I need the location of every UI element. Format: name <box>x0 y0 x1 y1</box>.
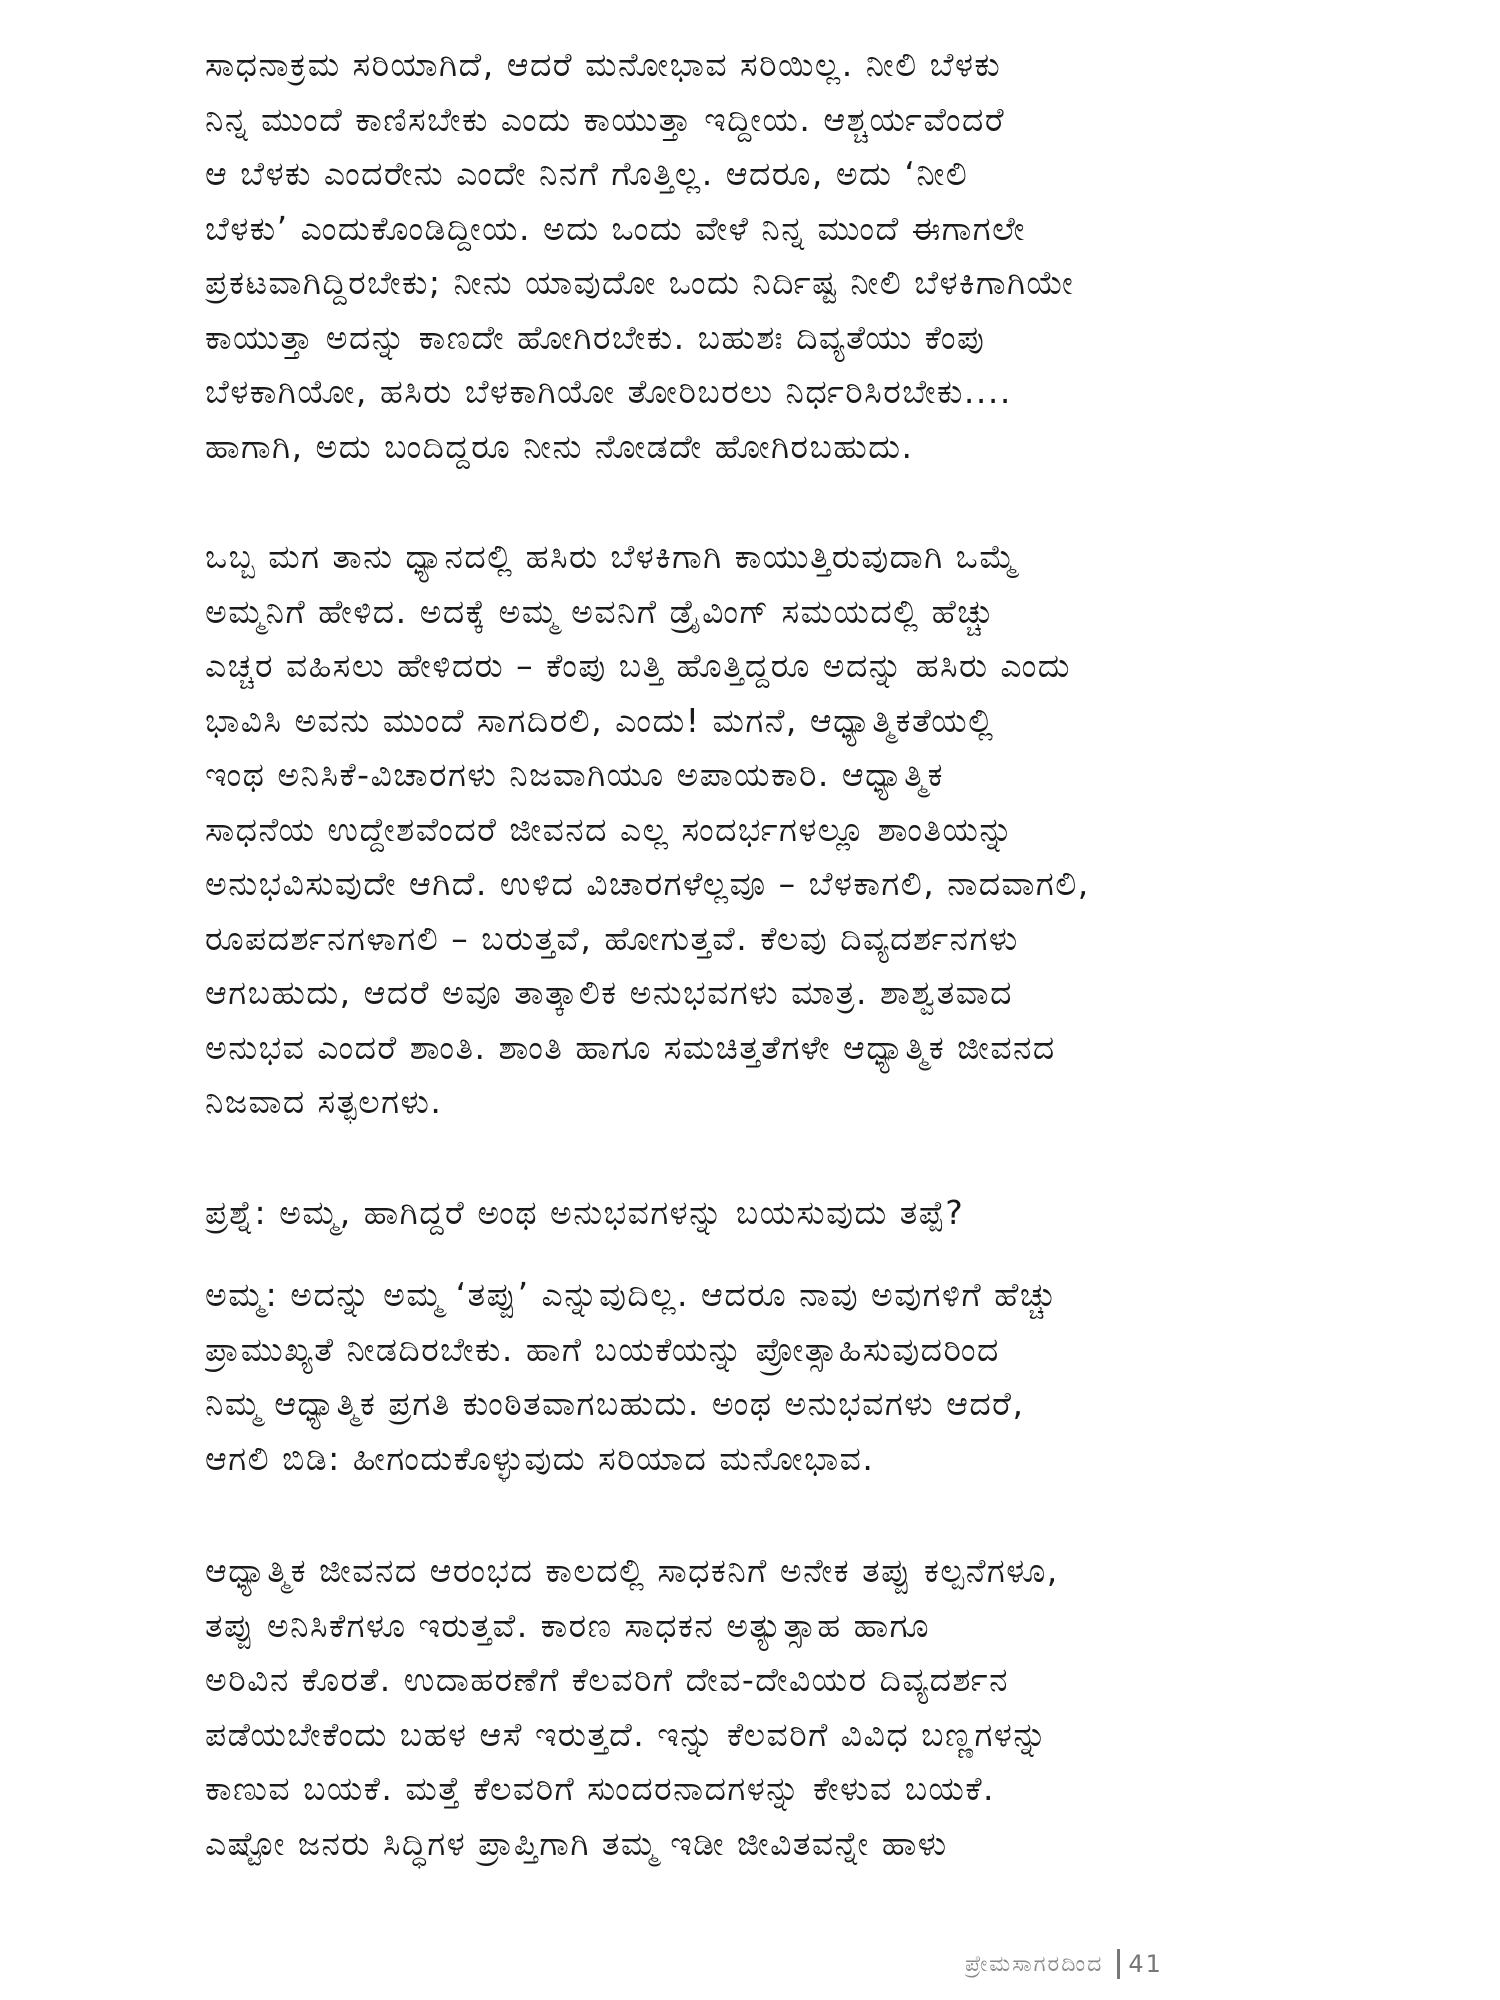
text-line: ಅನುಭವ ಎಂದರೆ ಶಾಂತಿ. ಶಾಂತಿ ಹಾಗೂ ಸಮಚಿತ್ತತೆಗಳೇ ಆಧ್ಯಾತ್ಮಿಕ ಜೀವನದ <box>205 1027 1056 1067</box>
paragraph-1 <box>205 38 1305 474</box>
text-line: ಅನುಭವಿಸುವುದೇ ಆಗಿದೆ. ಉಳಿದ ವಿಚಾರಗಳೆಲ್ಲವೂ – ಬೆಳಕಾಗಲಿ, ನಾದವಾಗಲಿ, <box>205 864 1090 903</box>
footer-divider <box>1117 1949 1120 1979</box>
page-footer <box>965 1944 1163 1984</box>
text-line: ಅಮ್ಮನಿಗೆ ಹೇಳಿದ. ಅದಕ್ಕೆ ಅಮ್ಮ ಅವನಿಗೆ ಡ್ರೈವಿಂಗ್ ಸಮಯದಲ್ಲಿ ಹೆಚ್ಚು <box>205 591 996 631</box>
text-line: ನಿಜವಾದ ಸತ್ಫಲಗಳು. <box>205 1082 443 1121</box>
text-line: ಹಾಗಾಗಿ, ಅದು ಬಂದಿದ್ದರೂ ನೀನು ನೋಡದೇ ಹೋಗಿರಬಹುದು. <box>205 426 914 466</box>
text-line: ನಿನ್ನ ಮುಂದೆ ಕಾಣಿಸಬೇಕು ಎಂದು ಕಾಯುತ್ತಾ ಇದ್ದೀಯ. ಆಶ್ಚರ್ಯವೆಂದರೆ <box>205 99 1006 139</box>
text-line: ತಪ್ಪು ಅನಿಸಿಕೆಗಳೂ ಇರುತ್ತವೆ. ಕಾರಣ ಸಾಧಕನ ಅತ್ಯುತ್ಸಾಹ ಹಾಗೂ <box>205 1605 931 1645</box>
text-line: ಎಷ್ಟೋ ಜನರು ಸಿದ್ಧಿಗಳ ಪ್ರಾಪ್ತಿಗಾಗಿ ತಮ್ಮ ಇಡೀ ಜೀವಿತವನ್ನೇ ಹಾಳು <box>205 1823 948 1863</box>
running-book-title: ಪ್ರೇಮಸಾಗರದಿಂದ <box>965 1951 1104 1977</box>
text-line: ಆಗಲಿ ಬಿಡಿ: ಹೀಗಂದುಕೊಳ್ಳುವುದು ಸರಿಯಾದ ಮನೋಭಾವ. <box>205 1438 875 1478</box>
text-line: ಪ್ರಕಟವಾಗಿದ್ದಿರಬೇಕು; ನೀನು ಯಾವುದೋ ಒಂದು ನಿರ್ದಿಷ್ಟ ನೀಲಿ ಬೆಳಕಿಗಾಗಿಯೇ <box>205 263 1075 302</box>
text-line: ಪ್ರಶ್ನೆ: ಅಮ್ಮ, ಹಾಗಿದ್ದರೆ ಅಂಥ ಅನುಭವಗಳನ್ನು ಬಯಸುವುದು ತಪ್ಪೆ? <box>205 1193 965 1232</box>
text-line: ಒಬ್ಬ ಮಗ ತಾನು ಧ್ಯಾನದಲ್ಲಿ ಹಸಿರು ಬೆಳಕಿಗಾಗಿ ಕಾಯುತ್ತಿರುವುದಾಗಿ ಒಮ್ಮೆ <box>205 537 1019 576</box>
text-line: ಪ್ರಾಮುಖ್ಯತೆ ನೀಡದಿರಬೇಕು. ಹಾಗೆ ಬಯಕೆಯನ್ನು ಪ್ರೋತ್ಸಾಹಿಸುವುದರಿಂದ <box>205 1329 1000 1369</box>
text-line: ಆಗಬಹುದು, ಆದರೆ ಅವೂ ತಾತ್ಕಾಲಿಕ ಅನುಭವಗಳು ಮಾತ್ರ. ಶಾಶ್ವತವಾದ <box>205 973 1013 1012</box>
text-line: ನಿಮ್ಮ ಆಧ್ಯಾತ್ಮಿಕ ಪ್ರಗತಿ ಕುಂಠಿತವಾಗಬಹುದು. ಅಂಥ ಅನುಭವಗಳು ಆದರೆ, <box>205 1384 1025 1423</box>
text-line: ರೂಪದರ್ಶನಗಳಾಗಲಿ – ಬರುತ್ತವೆ, ಹೋಗುತ್ತವೆ. ಕೆಲವು ದಿವ್ಯದರ್ಶನಗಳು <box>205 918 1019 958</box>
text-line: ಬೆಳಕು’ ಎಂದುಕೊಂಡಿದ್ದೀಯ. ಅದು ಒಂದು ವೇಳೆ ನಿನ್ನ ಮುಂದೆ ಈಗಾಗಲೇ <box>205 208 1026 248</box>
paragraph-2 <box>205 530 1305 1130</box>
text-line: ಅಮ್ಮ: ಅದನ್ನು ಅಮ್ಮ ‘ತಪ್ಪು’ ಎನ್ನುವುದಿಲ್ಲ. ಆದರೂ ನಾವು ಅವುಗಳಿಗೆ ಹೆಚ್ಚು <box>205 1275 1058 1314</box>
text-line: ಎಚ್ಚರ ವಹಿಸಲು ಹೇಳಿದರು – ಕೆಂಪು ಬತ್ತಿ ಹೊತ್ತಿದ್ದರೂ ಅದನ್ನು ಹಸಿರು ಎಂದು <box>205 646 1072 685</box>
paragraph-5 <box>205 1544 1305 1871</box>
text-line: ಸಾಧನೆಯ ಉದ್ದೇಶವೆಂದರೆ ಜೀವನದ ಎಲ್ಲ ಸಂದರ್ಭಗಳಲ್ಲೂ ಶಾಂತಿಯನ್ನು <box>205 809 1015 849</box>
answer-paragraph <box>205 1268 1305 1486</box>
text-line: ಕಾಯುತ್ತಾ ಅದನ್ನು ಕಾಣದೇ ಹೋಗಿರಬೇಕು. ಬಹುಶಃ ದಿವ್ಯತೆಯು ಕೆಂಪು <box>205 317 986 357</box>
page-number: 41 <box>1128 1950 1163 1978</box>
text-line: ಸಾಧನಾಕ್ರಮ ಸರಿಯಾಗಿದೆ, ಆದರೆ ಮನೋಭಾವ ಸರಿಯಿಲ್ಲ. ನೀಲಿ ಬೆಳಕು <box>205 45 1002 84</box>
text-line: ಪಡೆಯಬೇಕೆಂದು ಬಹಳ ಆಸೆ ಇರುತ್ತದೆ. ಇನ್ನು ಕೆಲವರಿಗೆ ವಿವಿಧ ಬಣ್ಣಗಳನ್ನು <box>205 1714 1049 1754</box>
text-line: ಬೆಳಕಾಗಿಯೋ, ಹಸಿರು ಬೆಳಕಾಗಿಯೋ ತೋರಿಬರಲು ನಿರ್ಧರಿಸಿರಬೇಕು.... <box>205 372 1012 411</box>
text-line: ಆಧ್ಯಾತ್ಮಿಕ ಜೀವನದ ಆರಂಭದ ಕಾಲದಲ್ಲಿ ಸಾಧಕನಿಗೆ ಅನೇಕ ತಪ್ಪು ಕಲ್ಪನೆಗಳೂ, <box>205 1551 1059 1590</box>
text-line: ಕಾಣುವ ಬಯಕೆ. ಮತ್ತೆ ಕೆಲವರಿಗೆ ಸುಂದರನಾದಗಳನ್ನು ಕೇಳುವ ಬಯಕೆ. <box>205 1769 996 1808</box>
text-line: ಇಂಥ ಅನಿಸಿಕೆ-ವಿಚಾರಗಳು ನಿಜವಾಗಿಯೂ ಅಪಾಯಕಾರಿ. ಆಧ್ಯಾತ್ಮಿಕ <box>205 755 944 794</box>
text-line: ಅರಿವಿನ ಕೊರತೆ. ಉದಾಹರಣೆಗೆ ಕೆಲವರಿಗೆ ದೇವ-ದೇವಿಯರ ದಿವ್ಯದರ್ಶನ <box>205 1660 1009 1699</box>
text-line: ಆ ಬೆಳಕು ಎಂದರೇನು ಎಂದೇ ನಿನಗೆ ಗೊತ್ತಿಲ್ಲ. ಆದರೂ, ಅದು ‘ನೀಲಿ <box>205 154 969 193</box>
text-line: ಭಾವಿಸಿ ಅವನು ಮುಂದೆ ಸಾಗದಿರಲಿ, ಎಂದು! ಮಗನೆ, ಆಧ್ಯಾತ್ಮಿಕತೆಯಲ್ಲಿ <box>205 700 995 740</box>
question-paragraph <box>205 1186 1305 1241</box>
